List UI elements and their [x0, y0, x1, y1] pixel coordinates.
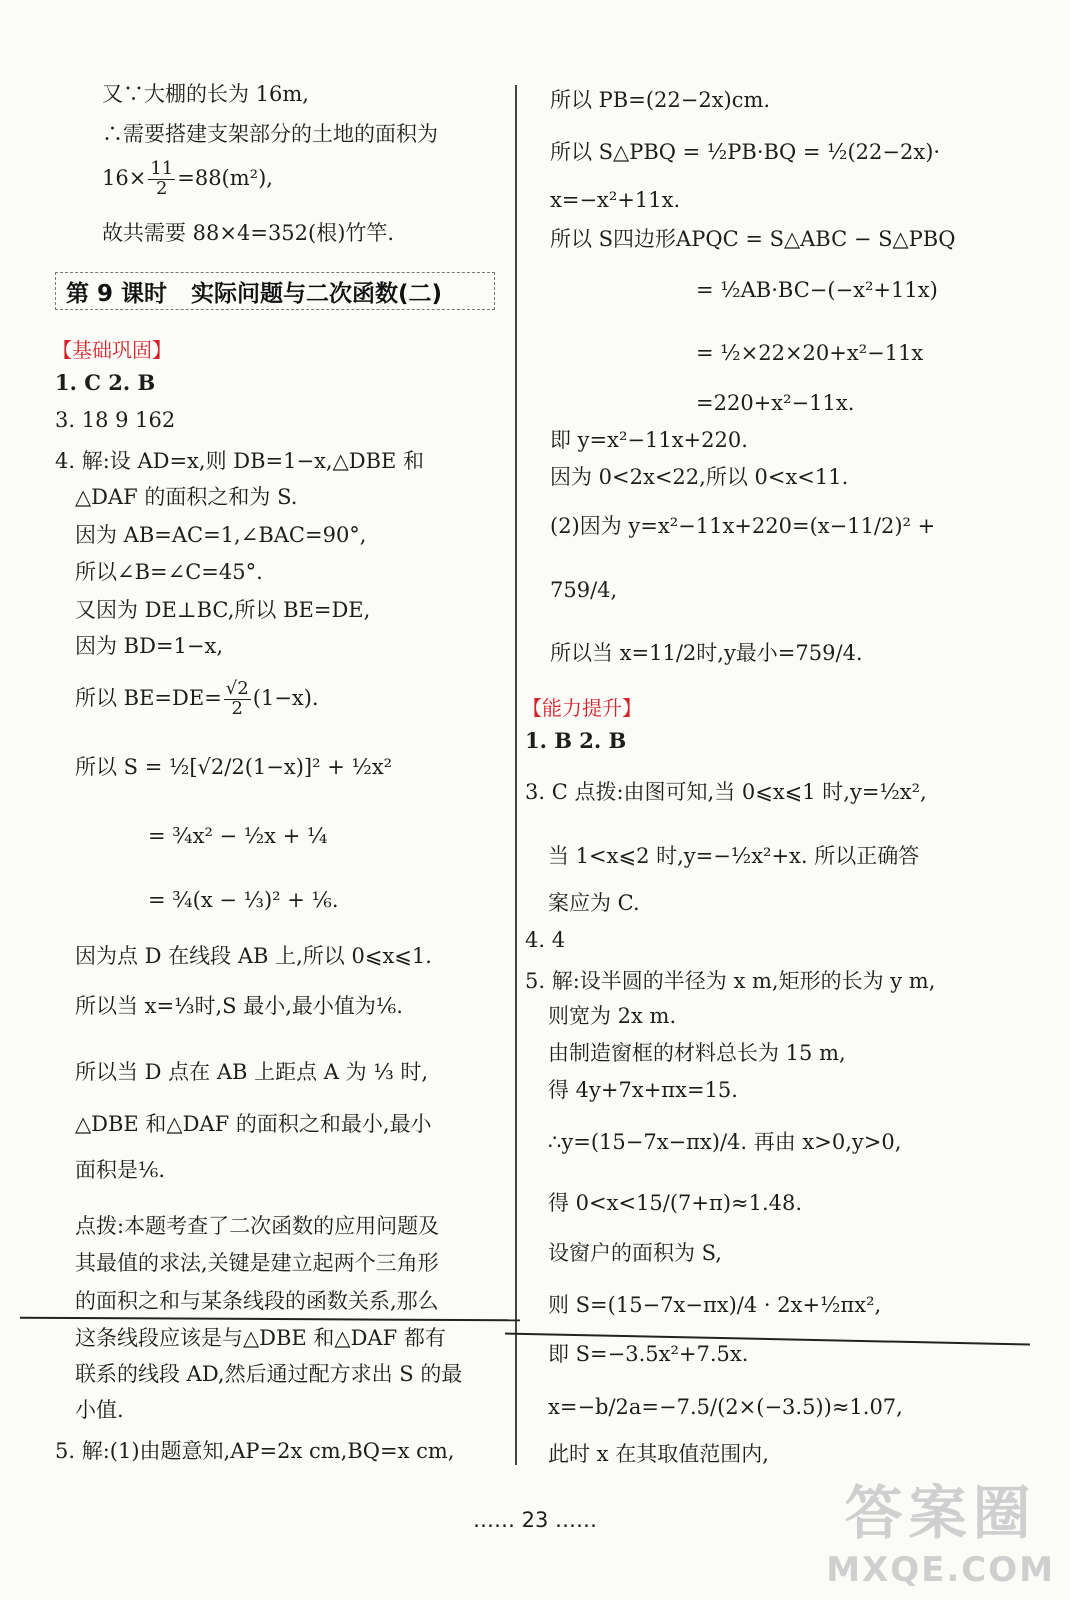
- text-line: 4. 4: [525, 928, 566, 952]
- note-line: 的面积之和与某条线段的函数关系,那么: [75, 1289, 439, 1313]
- text-line: 由制造窗框的材料总长为 15 m,: [548, 1041, 846, 1065]
- text-line: 1. C 2. B: [55, 370, 156, 395]
- fraction: [148, 160, 175, 199]
- lesson-heading: [55, 272, 495, 310]
- formula-line: x=−b/2a=−7.5/(2×(−3.5))≈1.07,: [548, 1395, 903, 1419]
- page-number: …… 23 ……: [472, 1508, 598, 1532]
- section-tag: 【能力提升】: [522, 696, 642, 720]
- text-line: 面积是⅙.: [75, 1158, 166, 1182]
- text-line: 设窗户的面积为 S,: [548, 1241, 722, 1265]
- formula-line: 得 0<x<15/(7+π)≈1.48.: [548, 1191, 803, 1215]
- text-line: 所以当 D 点在 AB 上距点 A 为 ⅓ 时,: [75, 1060, 429, 1084]
- formula-line: = ¾(x − ⅓)² + ⅙.: [148, 888, 339, 912]
- text-line: 所以∠B=∠C=45°.: [75, 560, 263, 584]
- text-line: 则宽为 2x m.: [548, 1004, 677, 1028]
- text-line: 因为点 D 在线段 AB 上,所以 0⩽x⩽1.: [75, 944, 432, 968]
- text: 所以 BE=DE=: [75, 685, 222, 710]
- note-line: 其最值的求法,关键是建立起两个三角形: [75, 1251, 439, 1275]
- formula-line: = ½×22×20+x²−11x: [696, 341, 924, 365]
- text-line: 又因为 DE⊥BC,所以 BE=DE,: [75, 598, 371, 622]
- numerator: 11: [150, 158, 174, 179]
- text-line: 1. B 2. B: [525, 728, 627, 753]
- text-line: 3. C 点拨:由图可知,当 0⩽x⩽1 时,y=½x²,: [525, 780, 927, 804]
- formula-line: = ¾x² − ½x + ¼: [148, 824, 328, 848]
- text-line: 所以当 x=⅓时,S 最小,最小值为⅙.: [75, 994, 403, 1018]
- fraction: [224, 680, 251, 719]
- text-line: 因为 BD=1−x,: [75, 634, 224, 658]
- text-line: 3. 18 9 162: [55, 408, 176, 432]
- lesson-title: 实际问题与二次函数(二): [191, 280, 443, 307]
- text-line: 5. 解:(1)由题意知,AP=2x cm,BQ=x cm,: [55, 1439, 455, 1463]
- formula-line: 759/4,: [550, 578, 618, 602]
- text-line: 即 y=x²−11x+220.: [550, 428, 748, 452]
- text-line: 又∵大棚的长为 16m,: [102, 82, 309, 106]
- text: (1−x).: [252, 685, 319, 710]
- formula-line: [102, 160, 273, 199]
- text: 16×: [102, 165, 147, 190]
- denominator: 2: [156, 177, 168, 199]
- lesson-number: 第 9 课时: [66, 280, 168, 307]
- text-line: ∴需要搭建支架部分的土地的面积为: [102, 122, 438, 146]
- text-line: 因为 AB=AC=1,∠BAC=90°,: [75, 523, 367, 547]
- formula-line: = ½AB·BC−(−x²+11x): [696, 278, 938, 302]
- note-line: 这条线段应该是与△DBE 和△DAF 都有: [75, 1326, 446, 1350]
- formula-line: x=−x²+11x.: [550, 188, 681, 212]
- formula-line: (2)因为 y=x²−11x+220=(x−11/2)² +: [550, 514, 936, 538]
- numerator: √2: [225, 678, 249, 699]
- text-line: 5. 解:设半圆的半径为 x m,矩形的长为 y m,: [525, 969, 936, 993]
- text-line: △DAF 的面积之和为 S.: [75, 485, 298, 509]
- watermark-text: 答案圈: [844, 1479, 1037, 1547]
- scan-line: [20, 1317, 520, 1322]
- formula-line: 所以 S四边形APQC = S△ABC − S△PBQ: [550, 227, 956, 251]
- denominator: 2: [231, 697, 243, 719]
- formula-line: 即 S=−3.5x²+7.5x.: [548, 1342, 749, 1366]
- note-line: 联系的线段 AD,然后通过配方求出 S 的最: [75, 1362, 463, 1386]
- note-line: 点拨:本题考查了二次函数的应用问题及: [75, 1214, 440, 1238]
- formula-line: =220+x²−11x.: [696, 391, 855, 415]
- text-line: 当 1<x⩽2 时,y=−½x²+x. 所以正确答: [548, 844, 920, 868]
- text: =88(m²),: [177, 165, 273, 190]
- section-tag: 【基础巩固】: [52, 338, 172, 362]
- watermark-url: MXQE.COM: [826, 1550, 1055, 1590]
- text-line: 案应为 C.: [548, 891, 640, 915]
- note-line: 小值.: [75, 1398, 124, 1422]
- formula-line: 则 S=(15−7x−πx)/4 · 2x+½πx²,: [548, 1293, 882, 1317]
- text-line: 4. 解:设 AD=x,则 DB=1−x,△DBE 和: [55, 449, 425, 473]
- text-line: 故共需要 88×4=352(根)竹竿.: [102, 221, 395, 245]
- text-line: △DBE 和△DAF 的面积之和最小,最小: [75, 1112, 432, 1136]
- watermark-logo: [826, 1466, 1055, 1590]
- formula-line: [75, 680, 319, 719]
- text-line: 此时 x 在其取值范围内,: [548, 1442, 769, 1466]
- text-line: 因为 0<2x<22,所以 0<x<11.: [550, 465, 849, 489]
- text-line: 得 4y+7x+πx=15.: [548, 1078, 738, 1102]
- formula-line: ∴y=(15−7x−πx)/4. 再由 x>0,y>0,: [548, 1130, 902, 1154]
- column-divider: [515, 85, 517, 1465]
- formula-line: 所以当 x=11/2时,y最小=759/4.: [550, 641, 863, 665]
- text-line: 所以 PB=(22−2x)cm.: [550, 88, 771, 112]
- formula-line: 所以 S = ½[√2/2(1−x)]² + ½x²: [75, 755, 393, 779]
- formula-line: 所以 S△PBQ = ½PB·BQ = ½(22−2x)·: [550, 140, 941, 164]
